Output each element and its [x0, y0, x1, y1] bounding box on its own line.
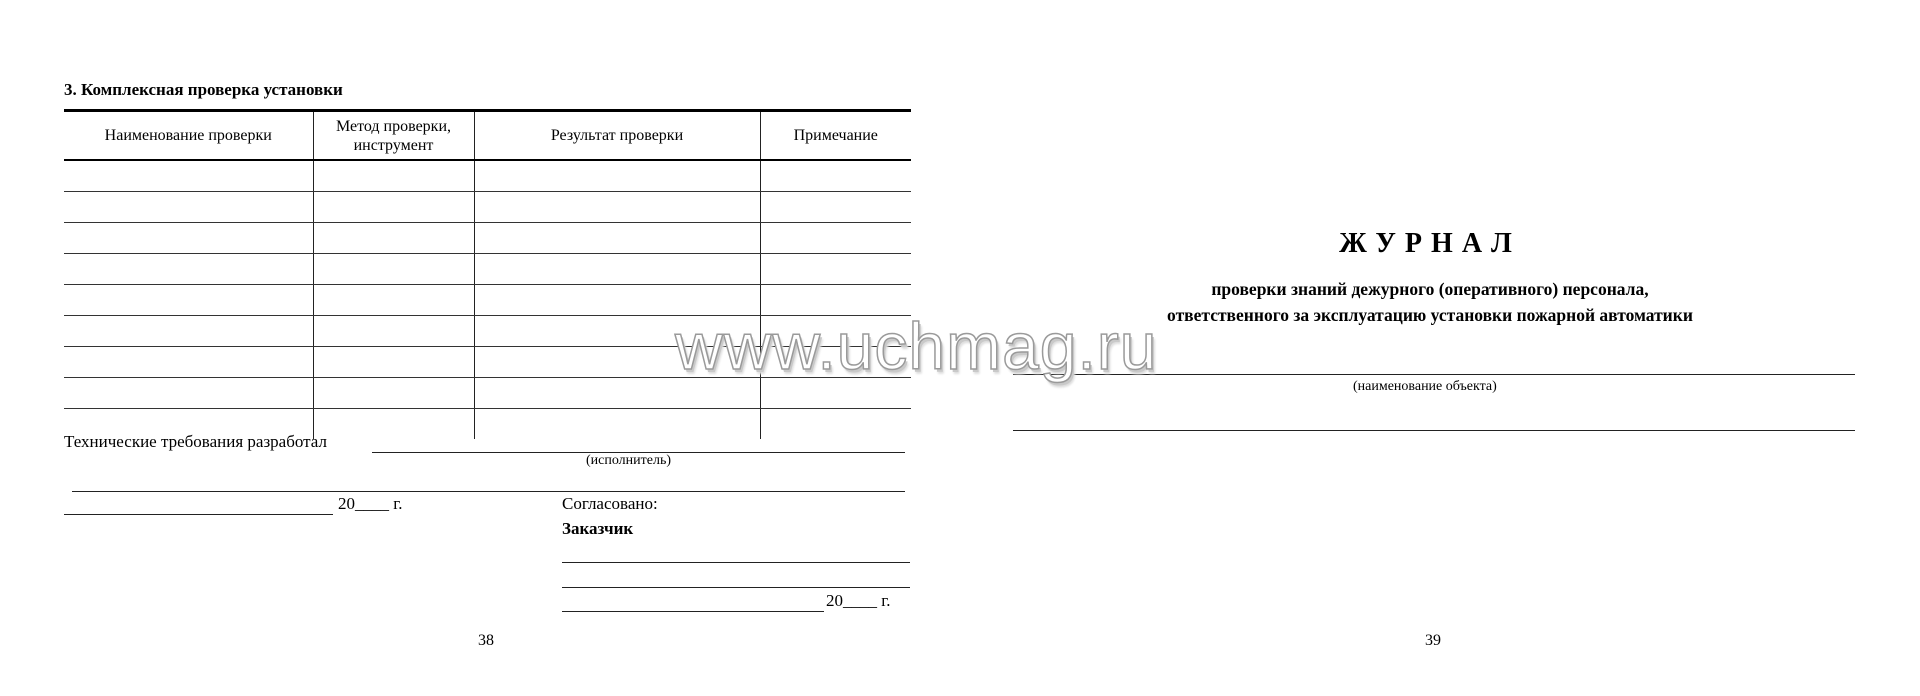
table-header-row [64, 111, 911, 161]
page-number-right: 39 [1425, 632, 1441, 649]
executor-caption: (исполнитель) [586, 453, 672, 468]
customer-line-2 [562, 587, 910, 588]
year-left: 20____ г. [338, 494, 403, 513]
year-right: 20____ г. [826, 591, 891, 610]
table-cell [64, 347, 313, 378]
table-cell [474, 192, 760, 223]
tech-requirements-label: Технические требования разработал [64, 432, 327, 451]
table-cell [313, 378, 474, 409]
header-check-result: Результат проверки [474, 111, 760, 161]
table-row [64, 254, 911, 285]
header-check-method: Метод проверки, инструмент [313, 111, 474, 161]
watermark-text: www.uchmag.ru [675, 309, 1158, 383]
executor-name-line [72, 491, 905, 492]
customer-date-line [562, 611, 824, 612]
table-cell [313, 409, 474, 440]
table-cell [64, 285, 313, 316]
table-cell [760, 409, 911, 440]
table-cell [313, 316, 474, 347]
table-cell [313, 160, 474, 192]
header-note: Примечание [760, 111, 911, 161]
table-row [64, 160, 911, 192]
object-caption: (наименование объекта) [1353, 379, 1497, 394]
page-number-left: 38 [478, 632, 494, 649]
journal-title: ЖУРНАЛ [1339, 228, 1521, 259]
table-cell [64, 160, 313, 192]
table-cell [64, 378, 313, 409]
table-cell [313, 285, 474, 316]
table-cell [474, 160, 760, 192]
object-name-line-2 [1013, 430, 1855, 431]
customer-label: Заказчик [562, 519, 634, 538]
header-check-name: Наименование проверки [64, 111, 313, 161]
table-cell [313, 347, 474, 378]
journal-subtitle-line-1: проверки знаний дежурного (оперативного) персонала, [1211, 279, 1649, 299]
table-cell [760, 223, 911, 254]
section-title: 3. Комплексная проверка установки [64, 80, 343, 99]
table-cell [64, 223, 313, 254]
table-cell [760, 160, 911, 192]
table-cell [64, 192, 313, 223]
table-cell [313, 223, 474, 254]
table-row [64, 223, 911, 254]
journal-subtitle-line-2: ответственного за эксплуатацию установки пожарной автоматики [1167, 305, 1693, 325]
table-cell [474, 409, 760, 440]
table-row [64, 192, 911, 223]
table-body [64, 160, 911, 439]
table-cell [474, 223, 760, 254]
table-cell [313, 192, 474, 223]
table-cell [760, 192, 911, 223]
table-cell [313, 254, 474, 285]
table-cell [64, 316, 313, 347]
customer-line-1 [562, 562, 910, 563]
inspection-table [64, 109, 911, 439]
table-cell [474, 254, 760, 285]
table-cell [760, 254, 911, 285]
date-line-left [64, 514, 333, 515]
table-cell [64, 254, 313, 285]
agreed-label: Согласовано: [562, 494, 658, 513]
